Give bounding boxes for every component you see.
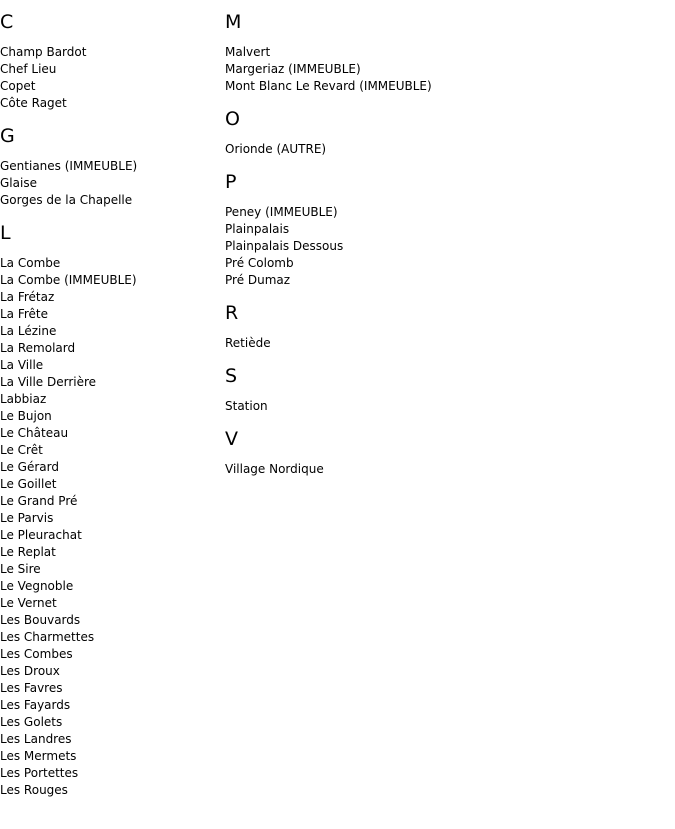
place-link[interactable]: Les Bouvards: [0, 613, 81, 627]
left-column: [0, 10, 220, 811]
place-link[interactable]: Le Crêt: [0, 443, 43, 457]
place-link[interactable]: Les Combes: [0, 647, 73, 661]
place-link[interactable]: Chef Lieu: [0, 62, 57, 76]
place-link[interactable]: Village Nordique: [225, 462, 324, 476]
place-link[interactable]: La Ville Derrière: [0, 375, 97, 389]
place-link[interactable]: La Frête: [0, 307, 49, 321]
place-link[interactable]: La Ville: [0, 358, 44, 372]
place-link[interactable]: Les Droux: [0, 664, 60, 678]
letter-group-s: [225, 364, 655, 415]
letter-group-m: [225, 10, 655, 95]
place-link[interactable]: Mont Blanc Le Revard (IMMEUBLE): [225, 79, 432, 93]
place-link[interactable]: Les Favres: [0, 681, 63, 695]
place-link[interactable]: Glaise: [0, 176, 37, 190]
place-link[interactable]: Pré Dumaz: [225, 273, 291, 287]
place-link[interactable]: Le Grand Pré: [0, 494, 78, 508]
place-link[interactable]: Station: [225, 399, 268, 413]
place-link[interactable]: Labbiaz: [0, 392, 47, 406]
letter-group-l: [0, 221, 220, 799]
place-link[interactable]: Les Rouges: [0, 783, 68, 797]
place-link[interactable]: Malvert: [225, 45, 271, 59]
letter-heading: M: [225, 11, 242, 33]
letter-heading: L: [0, 222, 11, 244]
place-link[interactable]: Plainpalais: [225, 222, 290, 236]
letter-group-g: [0, 124, 220, 209]
place-link[interactable]: Le Pleurachat: [0, 528, 82, 542]
letter-group-p: [225, 170, 655, 289]
place-link[interactable]: Le Sire: [0, 562, 41, 576]
letter-group-o: [225, 107, 655, 158]
place-link[interactable]: Les Mermets: [0, 749, 77, 763]
place-link[interactable]: La Combe (IMMEUBLE): [0, 273, 137, 287]
letter-heading: C: [0, 11, 14, 33]
place-link[interactable]: La Combe: [0, 256, 61, 270]
place-link[interactable]: Les Golets: [0, 715, 63, 729]
place-link[interactable]: Pré Colomb: [225, 256, 294, 270]
letter-group-r: [225, 301, 655, 352]
place-link[interactable]: Côte Raget: [0, 96, 67, 110]
place-link[interactable]: Le Goillet: [0, 477, 57, 491]
place-link[interactable]: Les Portettes: [0, 766, 79, 780]
place-link[interactable]: Le Replat: [0, 545, 56, 559]
place-link[interactable]: Le Vernet: [0, 596, 57, 610]
letter-heading: V: [225, 428, 238, 450]
place-link[interactable]: La Frétaz: [0, 290, 55, 304]
place-link[interactable]: Les Fayards: [0, 698, 71, 712]
letter-heading: R: [225, 302, 239, 324]
place-link[interactable]: La Remolard: [0, 341, 76, 355]
place-link[interactable]: Champ Bardot: [0, 45, 87, 59]
letter-heading: G: [0, 125, 15, 147]
letter-heading: P: [225, 171, 237, 193]
place-link[interactable]: Le Gérard: [0, 460, 59, 474]
place-link[interactable]: Gorges de la Chapelle: [0, 193, 133, 207]
place-link[interactable]: Orionde (AUTRE): [225, 142, 327, 156]
place-link[interactable]: Peney (IMMEUBLE): [225, 205, 338, 219]
right-column: [225, 10, 655, 490]
place-link[interactable]: Le Vegnoble: [0, 579, 74, 593]
letter-group-v: [225, 427, 655, 478]
letter-heading: O: [225, 108, 240, 130]
letter-group-c: [0, 10, 220, 112]
place-link[interactable]: La Lézine: [0, 324, 57, 338]
place-link[interactable]: Plainpalais Dessous: [225, 239, 344, 253]
place-link[interactable]: Le Parvis: [0, 511, 54, 525]
place-link[interactable]: Le Bujon: [0, 409, 52, 423]
place-link[interactable]: Gentianes (IMMEUBLE): [0, 159, 138, 173]
place-link[interactable]: Copet: [0, 79, 36, 93]
place-link[interactable]: Les Charmettes: [0, 630, 95, 644]
place-link[interactable]: Retiède: [225, 336, 271, 350]
place-link[interactable]: Les Landres: [0, 732, 72, 746]
place-link[interactable]: Le Château: [0, 426, 69, 440]
place-link[interactable]: Margeriaz (IMMEUBLE): [225, 62, 361, 76]
letter-heading: S: [225, 365, 238, 387]
